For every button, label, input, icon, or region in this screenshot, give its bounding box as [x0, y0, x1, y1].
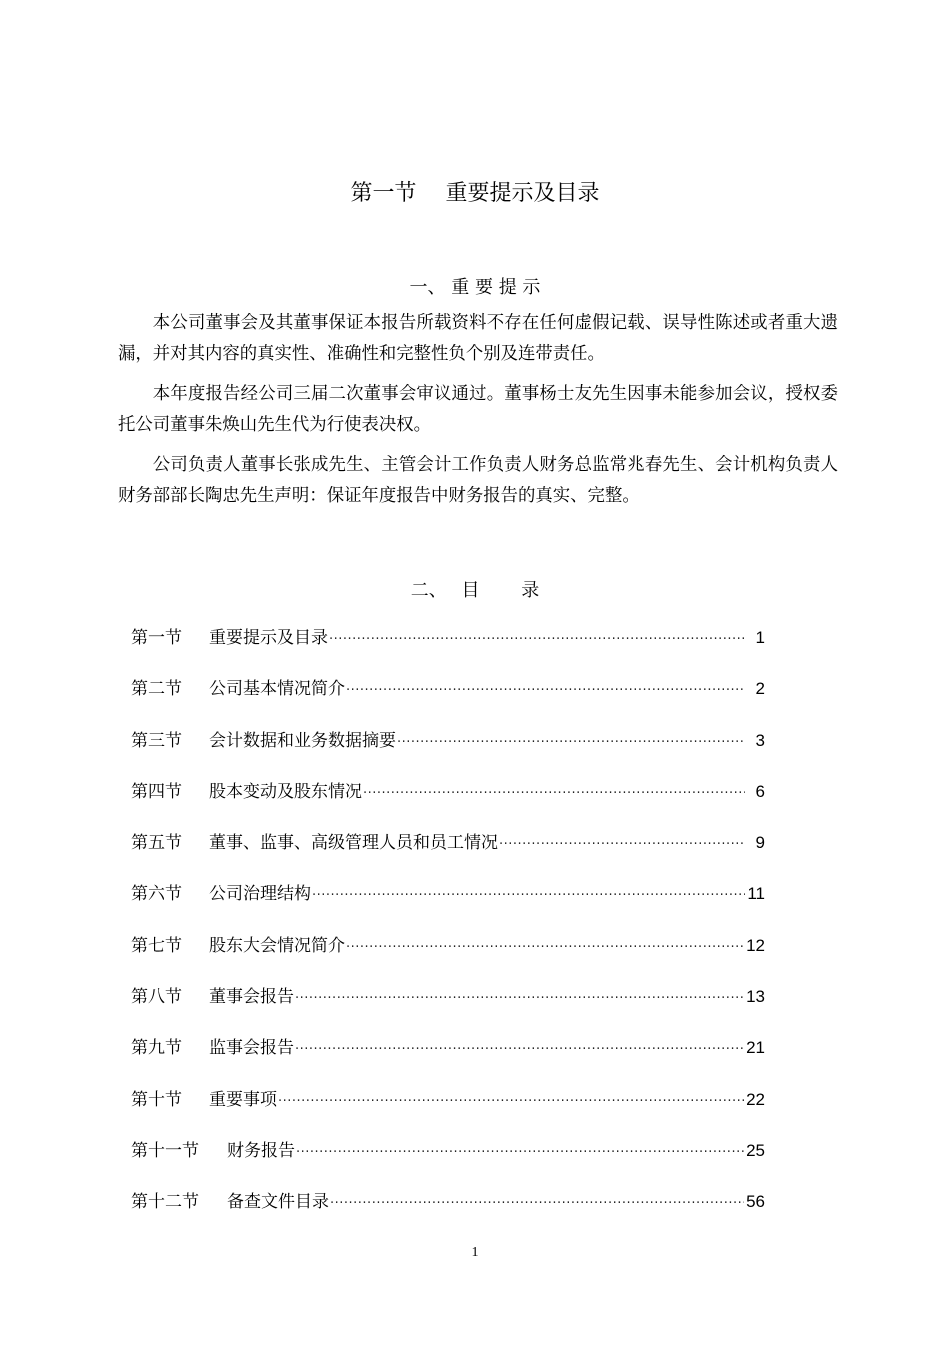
table-of-contents: [131, 623, 765, 1239]
toc-section-title: 公司治理结构: [209, 884, 311, 905]
toc-section-title: 会计数据和业务数据摘要: [209, 730, 396, 751]
toc-leader-dots: [397, 735, 745, 750]
toc-leader-dots: [295, 1042, 744, 1057]
toc-page-number: 25: [746, 1140, 765, 1160]
toc-section-number: 第五节: [131, 833, 182, 854]
toc-section-number: 第九节: [131, 1038, 182, 1059]
toc-page-number: 22: [746, 1089, 765, 1109]
toc-section-number: 第七节: [131, 935, 182, 956]
toc-leader-dots: [312, 888, 745, 903]
toc-entry[interactable]: [131, 1085, 765, 1136]
toc-entry[interactable]: [131, 1033, 765, 1084]
toc-leader-dots: [330, 1196, 744, 1211]
notice-paragraph: 公司负责人董事长张成先生、主管会计工作负责人财务总监常兆春先生、会计机构负责人财务部部长陶忠先生声明：保证年度报告中财务报告的真实、完整。: [118, 455, 838, 506]
notice-paragraph: 本年度报告经公司三届二次董事会审议通过。董事杨士友先生因事未能参加会议，授权委托公司董事朱焕山先生代为行使表决权。: [118, 384, 838, 435]
toc-section-number: 第二节: [131, 679, 182, 700]
toc-entry[interactable]: [131, 726, 765, 777]
toc-page-number: 1: [755, 628, 765, 647]
toc-page-number: 21: [746, 1038, 765, 1058]
toc-section-title: 重要提示及目录: [209, 628, 328, 648]
toc-section-number: 第十一节: [131, 1140, 199, 1161]
toc-section-title: 董事、监事、高级管理人员和员工情况: [209, 833, 498, 854]
toc-section-title: 股东大会情况简介: [209, 935, 345, 956]
toc-leader-dots: [278, 1094, 744, 1109]
notice-paragraph: 本公司董事会及其董事保证本报告所载资料不存在任何虚假记载、误导性陈述或者重大遗漏，并对其内容的真实性、准确性和完整性负个别及连带责任。: [118, 313, 838, 364]
toc-section-title: 董事会报告: [209, 987, 294, 1008]
toc-section-number: 第一节: [131, 628, 182, 648]
toc-section-title: 股本变动及股东情况: [209, 781, 362, 802]
toc-entry[interactable]: [131, 1187, 765, 1238]
toc-leader-dots: [346, 940, 744, 955]
toc-leader-dots: [499, 837, 745, 852]
toc-section-title: 监事会报告: [209, 1038, 294, 1059]
toc-section-number: 第十节: [131, 1089, 182, 1110]
toc-leader-dots: [329, 632, 745, 647]
toc-section-number: 第八节: [131, 987, 182, 1008]
toc-page-number: 56: [746, 1192, 765, 1212]
notice-heading: 一、 重 要 提 示: [409, 277, 541, 298]
toc-page-number: 3: [755, 730, 765, 750]
page-title: 第一节 重要提示及目录: [350, 181, 600, 206]
toc-entry[interactable]: [131, 982, 765, 1033]
toc-leader-dots: [346, 683, 745, 698]
toc-entry[interactable]: [131, 828, 765, 879]
toc-page-number: 13: [746, 987, 765, 1007]
toc-page-number: 9: [755, 833, 765, 853]
toc-page-number: 2: [755, 679, 765, 699]
toc-entry[interactable]: [131, 1136, 765, 1187]
toc-section-number: 第六节: [131, 884, 182, 905]
toc-entry[interactable]: [131, 623, 765, 674]
toc-entry[interactable]: [131, 674, 765, 725]
toc-section-number: 第四节: [131, 781, 182, 802]
toc-entry[interactable]: [131, 777, 765, 828]
toc-section-title: 重要事项: [209, 1089, 277, 1110]
page-number: 1: [471, 1245, 479, 1260]
toc-section-title: 公司基本情况简介: [209, 679, 345, 700]
toc-page-number: 11: [747, 884, 765, 904]
toc-page-number: 6: [755, 781, 765, 801]
toc-leader-dots: [295, 991, 744, 1006]
toc-page-number: 12: [746, 935, 765, 955]
toc-section-title: 财务报告: [227, 1140, 295, 1161]
toc-entry[interactable]: [131, 931, 765, 982]
toc-section-title: 备查文件目录: [227, 1192, 329, 1213]
toc-heading: 二、 目 录: [410, 580, 540, 601]
toc-section-number: 第十二节: [131, 1192, 199, 1213]
toc-leader-dots: [296, 1145, 744, 1160]
toc-leader-dots: [363, 786, 745, 801]
toc-section-number: 第三节: [131, 730, 182, 751]
toc-entry[interactable]: [131, 879, 765, 930]
